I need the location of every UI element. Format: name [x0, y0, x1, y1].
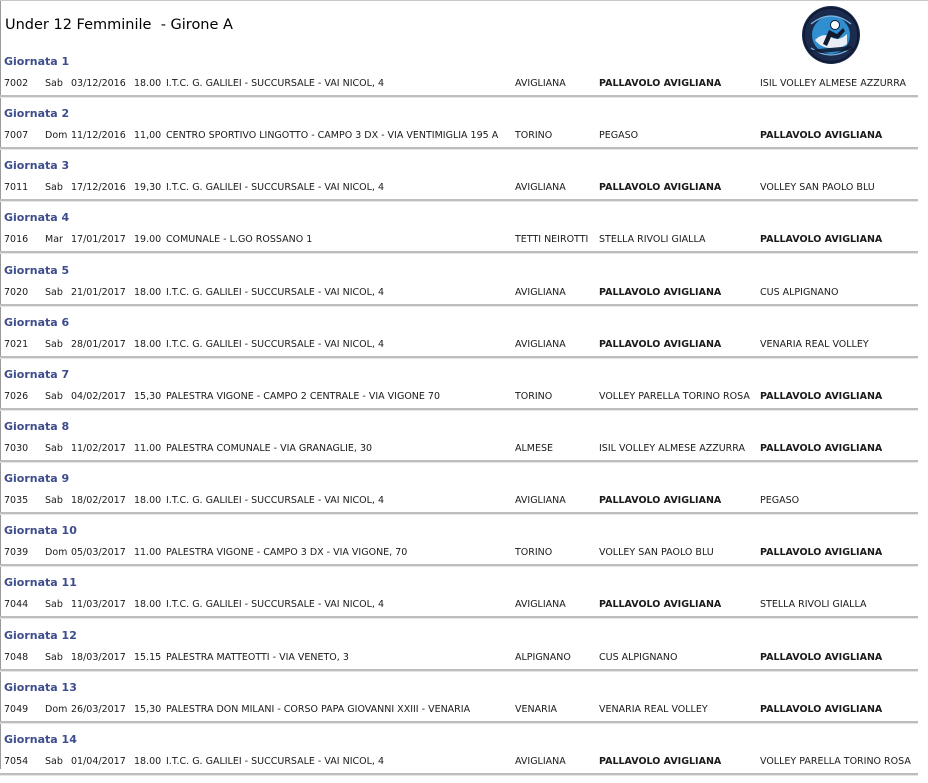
row-separator	[0, 95, 918, 98]
match-city: TORINO	[515, 547, 553, 559]
match-time: 18.00	[134, 338, 162, 350]
match-date: 21/01/2017	[71, 286, 126, 298]
round-block	[0, 314, 928, 366]
round-label: Giornata 12	[4, 628, 77, 642]
match-day: Sab	[45, 651, 63, 663]
home-team: VENARIA REAL VOLLEY	[599, 703, 708, 715]
round-block	[0, 731, 928, 783]
page-title: Under 12 Femminile - Girone A	[5, 17, 233, 33]
match-day: Sab	[45, 182, 63, 194]
page-border-top	[0, 0, 928, 1]
match-day: Dom	[45, 130, 68, 142]
match-date: 05/03/2017	[71, 547, 126, 559]
match-number: 7020	[4, 286, 29, 298]
round-label: Giornata 14	[4, 732, 77, 746]
row-separator	[0, 512, 918, 515]
match-day: Dom	[45, 703, 68, 715]
match-venue: I.T.C. G. GALILEI - SUCCURSALE - VAI NICOL, 4	[166, 286, 384, 298]
away-team: PALLAVOLO AVIGLIANA	[760, 390, 883, 402]
row-separator	[0, 408, 918, 411]
home-team: PALLAVOLO AVIGLIANA	[599, 755, 722, 767]
match-city: ALMESE	[515, 442, 554, 454]
match-day: Sab	[45, 286, 63, 298]
match-time: 18.00	[134, 495, 162, 507]
match-time: 15,30	[134, 390, 162, 402]
round-block	[0, 522, 928, 574]
home-team: PALLAVOLO AVIGLIANA	[599, 182, 722, 194]
match-number: 7049	[4, 703, 29, 715]
round-label: Giornata 9	[4, 472, 70, 486]
home-team: CUS ALPIGNANO	[599, 651, 678, 663]
match-date: 11/12/2016	[71, 130, 126, 142]
match-number: 7044	[4, 599, 29, 611]
match-venue: I.T.C. G. GALILEI - SUCCURSALE - VAI NICOL, 4	[166, 78, 384, 89]
match-date: 18/02/2017	[71, 495, 126, 507]
match-day: Sab	[45, 390, 63, 402]
match-city: VENARIA	[515, 703, 558, 715]
round-label: Giornata 5	[4, 263, 70, 277]
match-row	[0, 648, 928, 668]
match-day: Sab	[45, 78, 63, 89]
home-team: PALLAVOLO AVIGLIANA	[599, 599, 722, 611]
match-venue: PALESTRA DON MILANI - CORSO PAPA GIOVANNI XXIII - VENARIA	[166, 703, 471, 715]
match-time: 19,30	[134, 182, 162, 194]
round-block	[0, 366, 928, 418]
row-separator	[0, 356, 918, 359]
home-team: VOLLEY PARELLA TORINO ROSA	[599, 390, 750, 402]
match-row	[0, 491, 928, 511]
match-venue: I.T.C. G. GALILEI - SUCCURSALE - VAI NICOL, 4	[166, 495, 384, 507]
home-team: ISIL VOLLEY ALMESE AZZURRA	[599, 442, 745, 454]
away-team: PALLAVOLO AVIGLIANA	[760, 547, 883, 559]
away-team: VENARIA REAL VOLLEY	[760, 338, 869, 350]
away-team: CUS ALPIGNANO	[760, 286, 839, 298]
row-separator	[0, 147, 918, 150]
row-separator	[0, 616, 918, 619]
match-city: ALPIGNANO	[515, 651, 571, 663]
away-team: PALLAVOLO AVIGLIANA	[760, 130, 883, 142]
match-date: 17/01/2017	[71, 234, 126, 246]
match-time: 15,30	[134, 703, 162, 715]
match-venue: CENTRO SPORTIVO LINGOTTO - CAMPO 3 DX - VIA VENTIMIGLIA 195 A	[166, 130, 499, 142]
match-number: 7048	[4, 651, 29, 663]
row-separator	[0, 721, 918, 724]
match-date: 28/01/2017	[71, 338, 126, 350]
match-time: 15.15	[134, 651, 162, 663]
match-city: AVIGLIANA	[515, 755, 566, 767]
row-separator	[0, 251, 918, 254]
match-number: 7021	[4, 338, 29, 350]
round-label: Giornata 11	[4, 576, 77, 590]
match-day: Sab	[45, 442, 63, 454]
match-time: 18.00	[134, 78, 162, 89]
round-block	[0, 53, 928, 105]
match-date: 03/12/2016	[71, 78, 126, 89]
match-city: AVIGLIANA	[515, 286, 566, 298]
row-separator	[0, 669, 918, 672]
row-separator	[0, 460, 918, 463]
match-city: AVIGLIANA	[515, 78, 566, 89]
round-block	[0, 418, 928, 470]
match-row	[0, 178, 928, 198]
match-city: AVIGLIANA	[515, 182, 566, 194]
round-block	[0, 262, 928, 314]
match-venue: PALESTRA MATTEOTTI - VIA VENETO, 3	[166, 651, 349, 663]
round-label: Giornata 13	[4, 680, 77, 694]
home-team: PALLAVOLO AVIGLIANA	[599, 286, 722, 298]
match-number: 7026	[4, 390, 29, 402]
match-venue: PALESTRA VIGONE - CAMPO 2 CENTRALE - VIA VIGONE 70	[166, 390, 441, 402]
match-city: AVIGLIANA	[515, 495, 566, 507]
home-team: PALLAVOLO AVIGLIANA	[599, 495, 722, 507]
match-time: 18.00	[134, 755, 162, 767]
match-venue: I.T.C. G. GALILEI - SUCCURSALE - VAI NICOL, 4	[166, 182, 384, 194]
match-number: 7011	[4, 182, 29, 194]
match-number: 7007	[4, 130, 29, 142]
round-block	[0, 105, 928, 157]
home-team: STELLA RIVOLI GIALLA	[599, 234, 706, 246]
match-number: 7016	[4, 234, 29, 246]
match-date: 26/03/2017	[71, 703, 126, 715]
match-time: 11.00	[134, 442, 162, 454]
away-team: PALLAVOLO AVIGLIANA	[760, 442, 883, 454]
row-separator	[0, 564, 918, 567]
match-city: AVIGLIANA	[515, 599, 566, 611]
home-team: PALLAVOLO AVIGLIANA	[599, 338, 722, 350]
row-separator	[0, 199, 918, 202]
round-block	[0, 627, 928, 679]
match-time: 18.00	[134, 286, 162, 298]
match-row	[0, 700, 928, 720]
away-team: PALLAVOLO AVIGLIANA	[760, 234, 883, 246]
home-team: PEGASO	[599, 130, 639, 142]
row-separator	[0, 773, 918, 776]
match-venue: PALESTRA COMUNALE - VIA GRANAGLIE, 30	[166, 442, 373, 454]
match-date: 01/04/2017	[71, 755, 126, 767]
match-date: 18/03/2017	[71, 651, 126, 663]
match-time: 11,00	[134, 130, 162, 142]
away-team: STELLA RIVOLI GIALLA	[760, 599, 867, 611]
match-date: 17/12/2016	[71, 182, 126, 194]
away-team: ISIL VOLLEY ALMESE AZZURRA	[760, 78, 906, 89]
round-label: Giornata 10	[4, 524, 77, 538]
round-block	[0, 679, 928, 731]
away-team: PEGASO	[760, 495, 800, 507]
match-row	[0, 543, 928, 563]
match-date: 11/02/2017	[71, 442, 126, 454]
match-city: AVIGLIANA	[515, 338, 566, 350]
match-venue: COMUNALE - L.GO ROSSANO 1	[166, 234, 313, 246]
match-number: 7039	[4, 547, 29, 559]
match-day: Sab	[45, 755, 63, 767]
match-row	[0, 74, 928, 94]
match-row	[0, 387, 928, 407]
match-venue: PALESTRA VIGONE - CAMPO 3 DX - VIA VIGONE, 70	[166, 547, 408, 559]
match-day: Mar	[45, 234, 63, 246]
round-block	[0, 209, 928, 261]
match-row	[0, 595, 928, 615]
home-team: VOLLEY SAN PAOLO BLU	[599, 547, 714, 559]
match-city: TETTI NEIROTTI	[515, 234, 589, 246]
match-row	[0, 335, 928, 355]
match-city: TORINO	[515, 130, 553, 142]
match-number: 7030	[4, 442, 29, 454]
match-venue: I.T.C. G. GALILEI - SUCCURSALE - VAI NICOL, 4	[166, 755, 384, 767]
match-date: 11/03/2017	[71, 599, 126, 611]
round-label: Giornata 4	[4, 211, 70, 225]
match-row	[0, 230, 928, 250]
match-number: 7002	[4, 78, 29, 89]
match-day: Dom	[45, 547, 68, 559]
home-team: PALLAVOLO AVIGLIANA	[599, 78, 722, 89]
match-row	[0, 126, 928, 146]
round-label: Giornata 2	[4, 107, 70, 121]
away-team: PALLAVOLO AVIGLIANA	[760, 651, 883, 663]
match-number: 7035	[4, 495, 29, 507]
round-label: Giornata 3	[4, 159, 70, 173]
match-time: 11.00	[134, 547, 162, 559]
round-label: Giornata 1	[4, 55, 70, 68]
away-team: PALLAVOLO AVIGLIANA	[760, 703, 883, 715]
match-time: 18.00	[134, 599, 162, 611]
match-date: 04/02/2017	[71, 390, 126, 402]
away-team: VOLLEY SAN PAOLO BLU	[760, 182, 875, 194]
match-day: Sab	[45, 599, 63, 611]
round-label: Giornata 7	[4, 367, 70, 381]
away-team: VOLLEY PARELLA TORINO ROSA	[760, 755, 911, 767]
match-city: TORINO	[515, 390, 553, 402]
match-venue: I.T.C. G. GALILEI - SUCCURSALE - VAI NICOL, 4	[166, 599, 384, 611]
round-label: Giornata 8	[4, 419, 70, 433]
round-label: Giornata 6	[4, 315, 70, 329]
match-number: 7054	[4, 755, 29, 767]
round-block	[0, 574, 928, 626]
match-day: Sab	[45, 495, 63, 507]
match-row	[0, 283, 928, 303]
rounds-list	[0, 53, 928, 783]
round-block	[0, 470, 928, 522]
match-venue: I.T.C. G. GALILEI - SUCCURSALE - VAI NICOL, 4	[166, 338, 384, 350]
round-block	[0, 157, 928, 209]
row-separator	[0, 304, 918, 307]
match-row	[0, 439, 928, 459]
match-day: Sab	[45, 338, 63, 350]
match-time: 19.00	[134, 234, 162, 246]
